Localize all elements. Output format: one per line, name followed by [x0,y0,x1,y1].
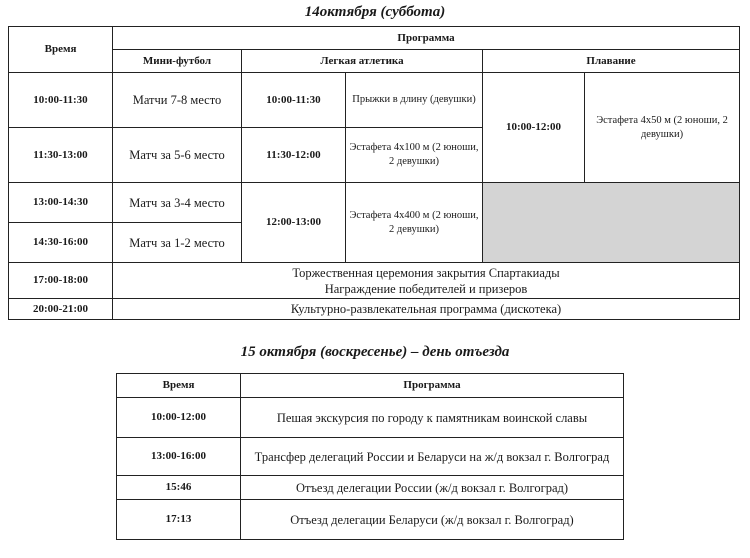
day2-header-program: Программа [241,374,624,398]
header-athletics: Легкая атлетика [242,50,483,73]
day2-row4-event: Отъезд делегации Беларуси (ж/д вокзал г. Волгоград) [241,500,624,540]
row3-football-match: Матч за 3-4 место [113,183,242,223]
row34-athletics-event: Эстафета 4х400 м (2 юноши, 2 девушки) [346,183,483,263]
day2-schedule-table [116,373,624,540]
row1-time: 10:00-11:30 [9,73,113,128]
day2-title: 15 октября (воскресенье) – день отъезда [240,344,510,360]
header-program: Программа [113,27,740,50]
row4-football-match: Матч за 1-2 место [113,223,242,263]
row5-event [113,263,740,299]
closing-ceremony-line: Торжественная церемония закрытия Спартакиады [292,265,560,280]
row2-football-match: Матч за 5-6 место [113,128,242,183]
row6-event: Культурно-развлекательная программа (дискотека) [113,299,740,320]
swimming-event: Эстафета 4х50 м (2 юноши, 2 девушки) [585,73,740,183]
swimming-time: 10:00-12:00 [483,73,585,183]
day2-row3-event: Отъезд делегации России (ж/д вокзал г. Волгоград) [241,476,624,500]
empty-swimming-cell [483,183,740,263]
awards-line: Награждение победителей и призеров [324,281,528,296]
day2-row2-time: 13:00-16:00 [117,438,241,476]
row34-athletics-time: 12:00-13:00 [242,183,346,263]
header-minifootball: Мини-футбол [113,50,242,73]
day2-row1-event: Пешая экскурсия по городу к памятникам воинской славы [241,398,624,438]
header-swimming: Плавание [483,50,740,73]
day1-title: 14октября (суббота) [304,4,446,20]
day2-header-time: Время [117,374,241,398]
row4-time: 14:30-16:00 [9,223,113,263]
row5-time: 17:00-18:00 [9,263,113,299]
row1-football-match: Матчи 7-8 место [113,73,242,128]
row2-athletics-time: 11:30-12:00 [242,128,346,183]
row2-athletics-event: Эстафета 4х100 м (2 юноши, 2 девушки) [346,128,483,183]
row1-athletics-event: Прыжки в длину (девушки) [346,73,483,128]
row6-time: 20:00-21:00 [9,299,113,320]
row2-time: 11:30-13:00 [9,128,113,183]
row1-athletics-time: 10:00-11:30 [242,73,346,128]
day2-row4-time: 17:13 [117,500,241,540]
day2-row3-time: 15:46 [117,476,241,500]
day2-row2-event: Трансфер делегаций России и Беларуси на ж/д вокзал г. Волгоград [241,438,624,476]
day2-row1-time: 10:00-12:00 [117,398,241,438]
row3-time: 13:00-14:30 [9,183,113,223]
day1-schedule-table [8,26,740,320]
header-time: Время [9,27,113,73]
